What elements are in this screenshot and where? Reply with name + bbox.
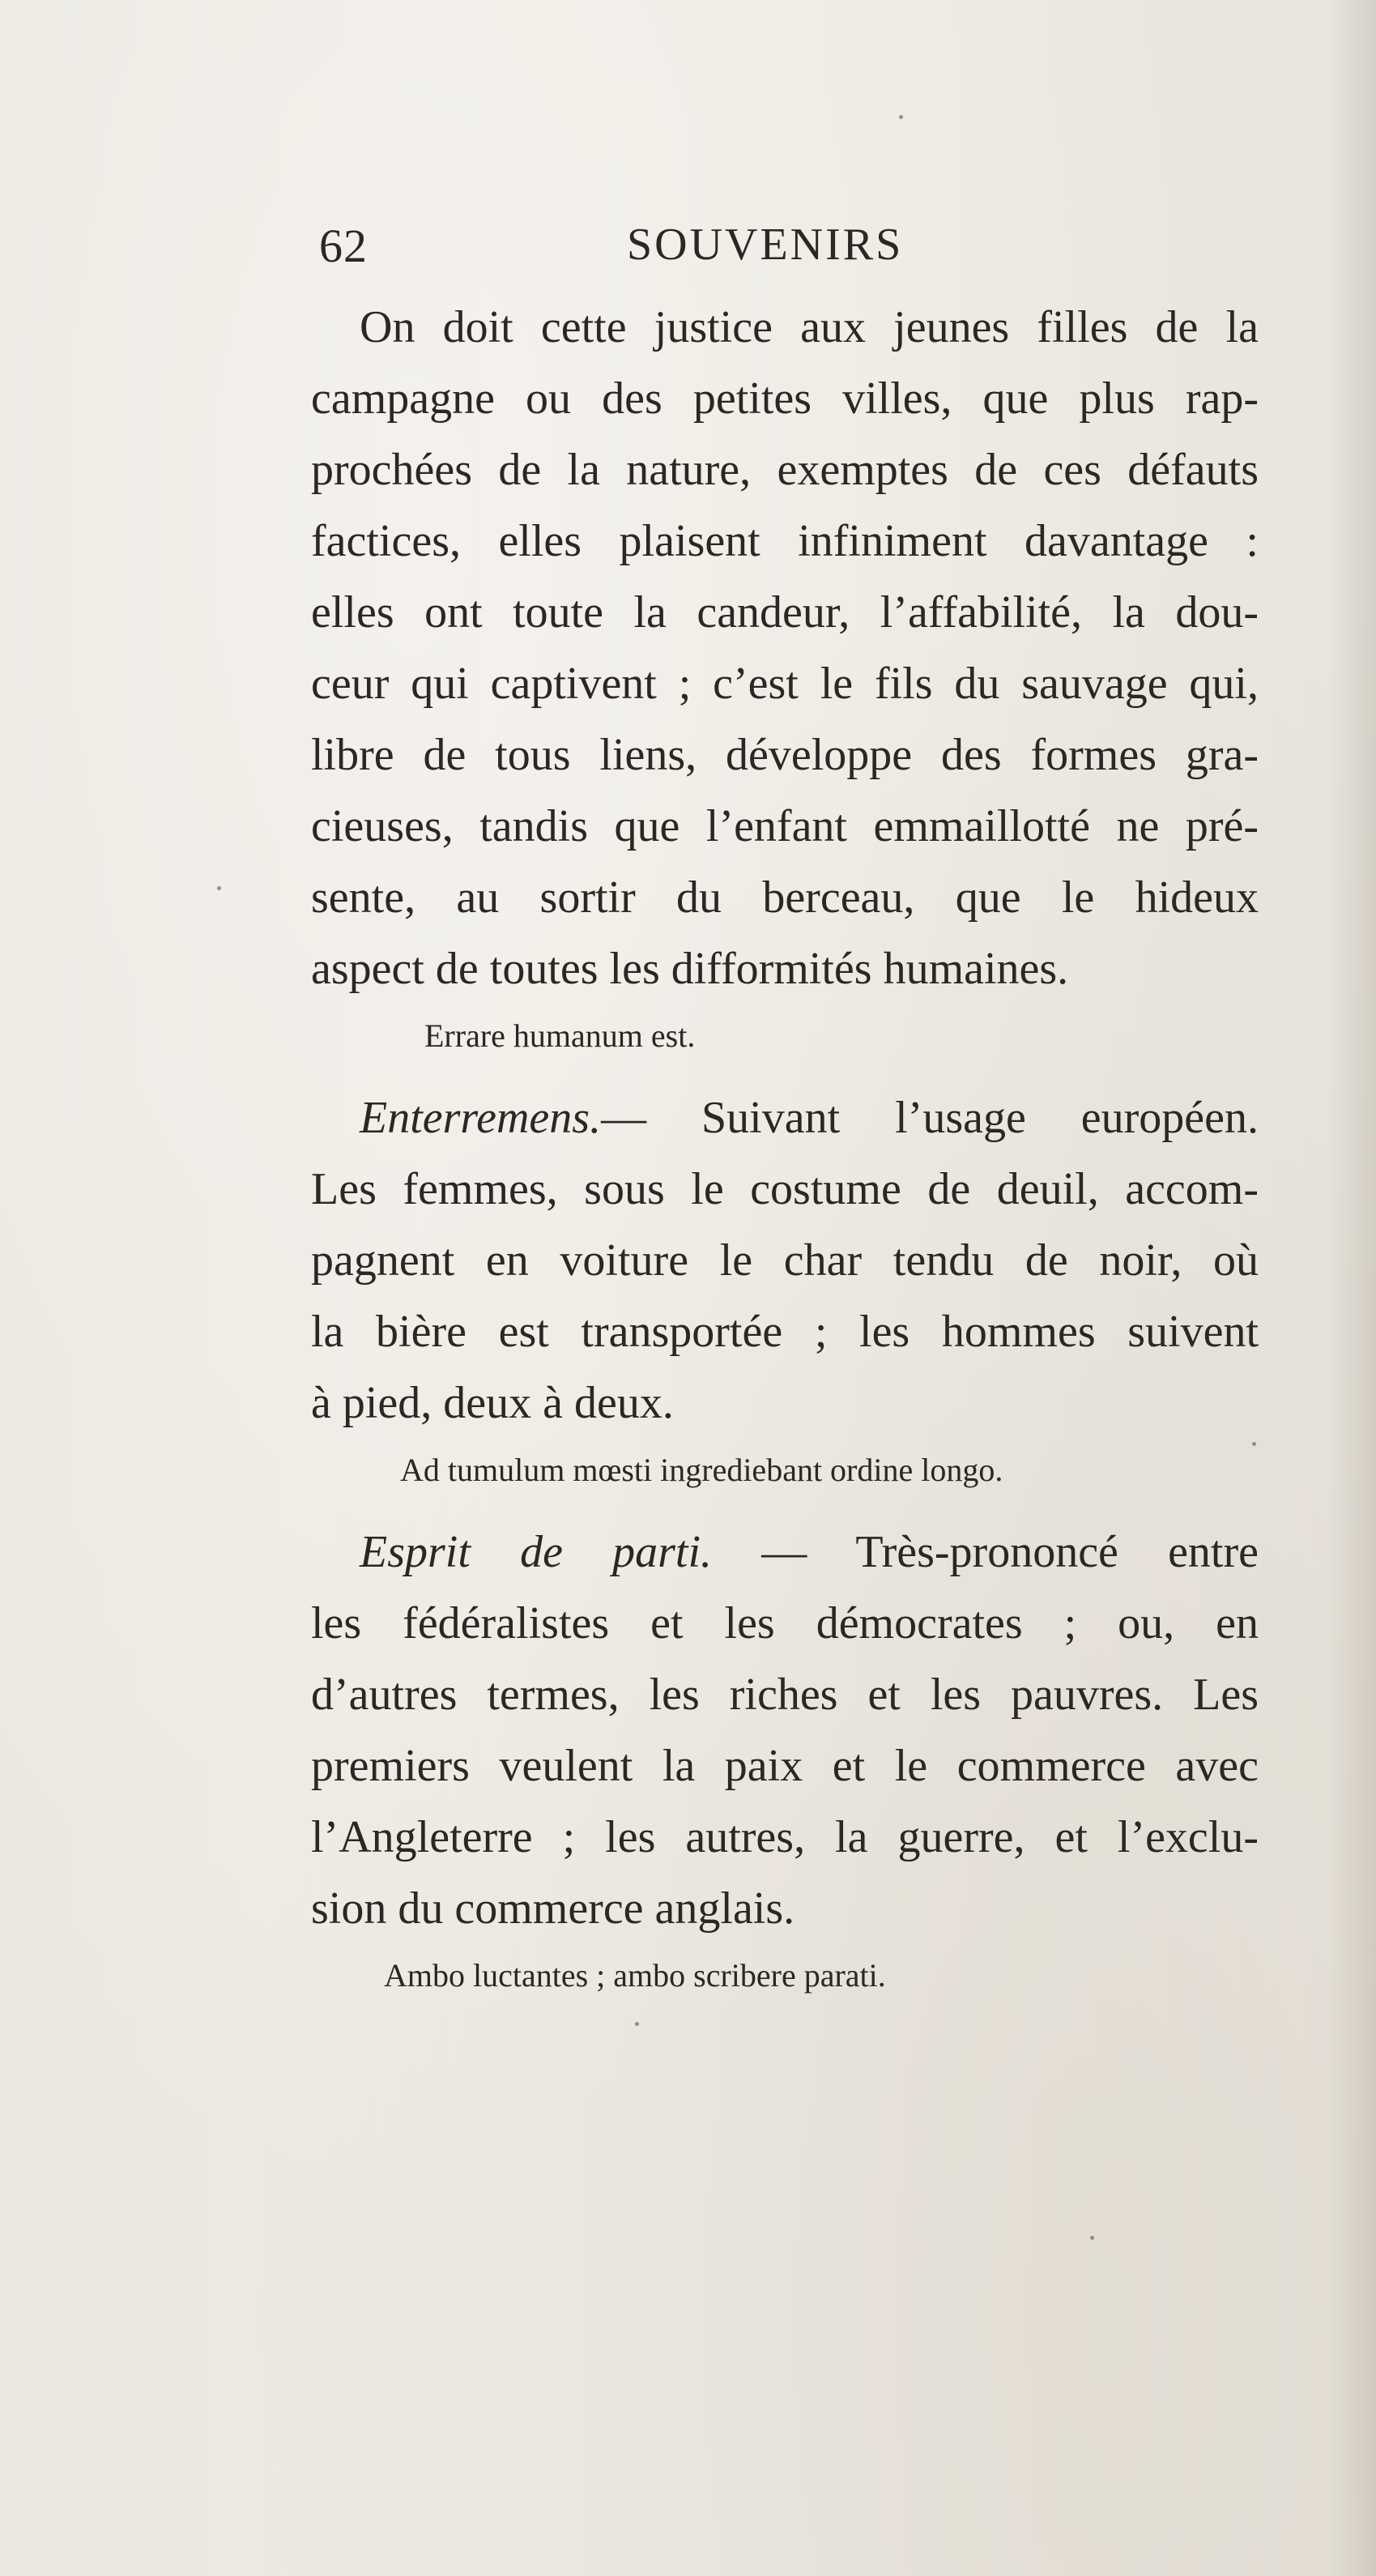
text-line: aspect de toutes les difformités humaines.	[311, 944, 1069, 994]
page-number: 62	[319, 220, 368, 272]
text-line: ceur qui captivent ; c’est le fils du sauvage qui,	[311, 659, 1259, 709]
text-line: Les femmes, sous le costume de deuil, accom-	[311, 1164, 1259, 1214]
text-line: cieuses, tandis que l’enfant emmaillotté ne pré-	[311, 801, 1259, 851]
text-line: les fédéralistes et les démocrates ; ou, en	[311, 1598, 1259, 1648]
paper-speck	[635, 2022, 639, 2026]
text-line: sion du commerce anglais.	[311, 1883, 795, 1934]
entry-heading: Enterremens.	[360, 1093, 602, 1143]
page-edge-shadow	[1327, 0, 1376, 2576]
text-line: libre de tous liens, développe des formes gra-	[311, 730, 1259, 780]
paper-speck	[899, 115, 903, 119]
entry-first-line	[311, 1082, 1259, 1154]
entry-first-line-text: — Très-prononcé entre	[761, 1527, 1259, 1577]
text-line: prochées de la nature, exemptes de ces défauts	[311, 445, 1259, 495]
entry-first-line	[311, 1516, 1259, 1588]
text-line: elles ont toute la candeur, l’affabilité, la dou-	[311, 587, 1259, 638]
paper-speck	[217, 886, 221, 890]
running-head	[319, 219, 1259, 275]
text-line: On doit cette justice aux jeunes filles de la	[360, 302, 1259, 352]
text-line: pagnent en voiture le char tendu de noir, où	[311, 1235, 1259, 1286]
text-line: la bière est transportée ; les hommes suivent	[311, 1307, 1259, 1357]
entry-heading: Esprit de parti.	[360, 1527, 713, 1577]
text-line: sente, au sortir du berceau, que le hideux	[311, 872, 1259, 923]
latin-maxim: Ad tumulum mœsti ingrediebant ordine longo.	[400, 1452, 1003, 1488]
entry-enterremens	[311, 1082, 1259, 1439]
text-line: l’Angleterre ; les autres, la guerre, et l’exclu-	[311, 1812, 1259, 1862]
text-line: campagne ou des petites villes, que plus rap-	[311, 373, 1259, 424]
text-line: d’autres termes, les riches et les pauvres. Les	[311, 1670, 1259, 1720]
running-title: SOUVENIRS	[627, 220, 904, 270]
text-line: premiers veulent la paix et le commerce avec	[311, 1741, 1259, 1791]
text-line: factices, elles plaisent infiniment davantage :	[311, 516, 1259, 566]
latin-maxim: Ambo luctantes ; ambo scribere parati.	[384, 1957, 886, 1994]
paper-speck	[1090, 2236, 1094, 2240]
latin-maxim: Errare humanum est.	[424, 1017, 696, 1054]
entry-first-line-text: — Suivant l’usage européen.	[601, 1093, 1259, 1143]
entry-esprit-de-parti	[311, 1516, 1259, 1944]
intro-paragraph	[311, 292, 1259, 1004]
page-body	[311, 292, 1259, 2022]
text-line: à pied, deux à deux.	[311, 1378, 674, 1428]
